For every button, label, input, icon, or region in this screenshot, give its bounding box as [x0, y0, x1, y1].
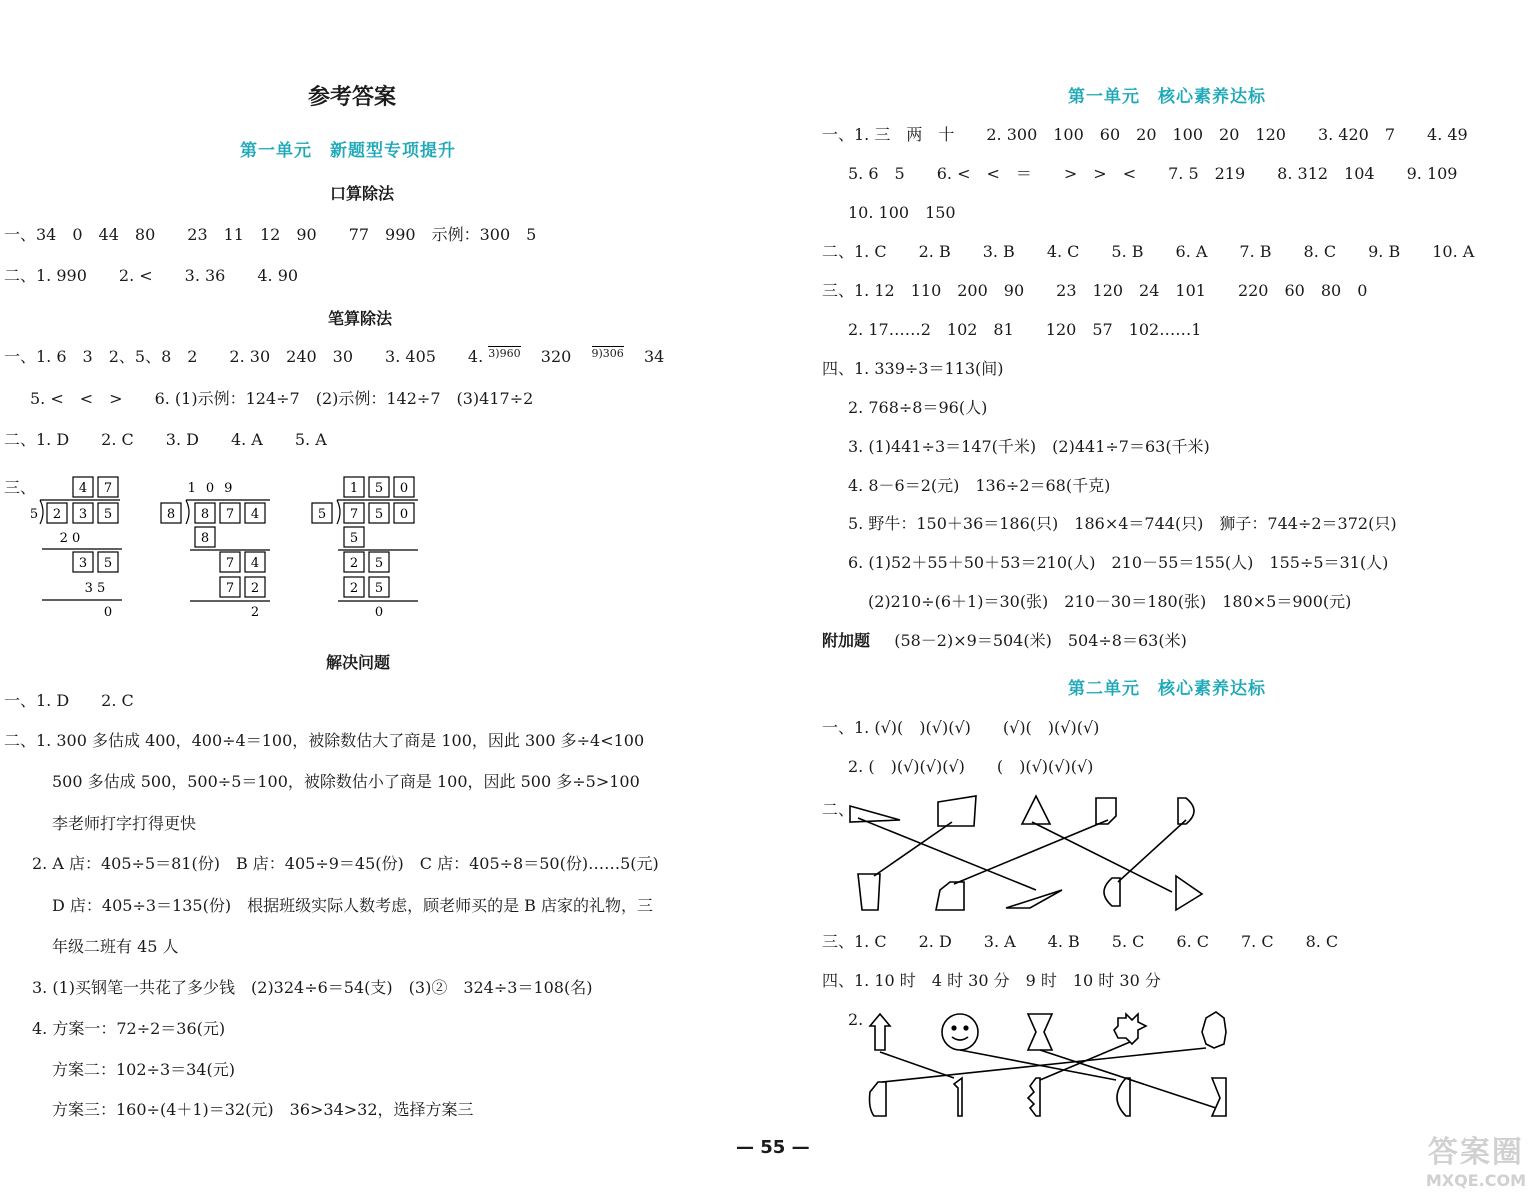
- quotient-digit: 1: [349, 481, 359, 496]
- unit-heading-1: 第一单元 新题型专项提升: [240, 141, 456, 161]
- solve-answer-9: 4. 方案一：72÷2＝36(元): [32, 1019, 226, 1038]
- dividend-digit: 8: [200, 507, 210, 522]
- unit2-answer-6-label: 2.: [848, 1010, 864, 1029]
- unit1-answer-11: 5. 野牛：150＋36＝186(只) 186×4＝744(只) 狮子：744÷2＝372(只): [848, 514, 1397, 533]
- subheading-problem-solving: 解决问题: [326, 653, 391, 672]
- bonus-label: 附加题: [822, 631, 871, 650]
- unit1-answer-12: 6. (1)52＋55＋50＋53＝210(人) 210－55＝155(人) 155÷5＝31(人): [848, 553, 1389, 572]
- subheading-written-division: 笔算除法: [328, 309, 393, 328]
- step-digit: 2: [349, 581, 359, 596]
- long-division-3: [312, 477, 418, 620]
- remainder-digit: 3: [78, 556, 88, 571]
- solve-answer-6: D 店：405÷3＝135(份) 根据班级实际人数考虑，顾老师买的是 B 店家的礼物，三: [52, 896, 653, 915]
- written-answer-1: [4, 347, 664, 369]
- unit1-answer-13: (2)210÷(6＋1)＝30(张) 210－30＝180(张) 180×5＝900(元): [868, 592, 1352, 611]
- quotient-digit: 5: [374, 481, 384, 496]
- written-answer-3: 二、1. D 2. C 3. D 4. A 5. A: [4, 430, 327, 449]
- quotient-digit: 7: [103, 481, 113, 496]
- unit1-answer-3: 10. 100 150: [848, 203, 956, 222]
- division-notation-1: 3)960: [488, 347, 521, 360]
- solve-answer-3: 500 多估成 500，500÷5＝100，被除数估小了商是 100，因此 500 多÷5>100: [52, 772, 640, 791]
- solve-answer-4: 李老师打字打得更快: [52, 814, 197, 833]
- remainder-digit: 2: [349, 556, 359, 571]
- unit2-answer-5: 四、1. 10 时 4 时 30 分 9 时 10 时 30 分: [822, 971, 1161, 990]
- step-product: 2 0: [59, 531, 81, 546]
- unit1-answer-5: 三、1. 12 110 200 90 23 120 24 101 220 60 80 0: [822, 281, 1368, 300]
- final-remainder: 0: [374, 605, 384, 620]
- written-answer-1-mid: 320: [540, 347, 572, 366]
- watermark-line-1: 答案圈: [1427, 1135, 1524, 1170]
- quotient: 109: [187, 481, 243, 496]
- bonus-answer: (58－2)×9＝504(米) 504÷8＝63(米): [894, 631, 1187, 650]
- dividend-digit: 7: [349, 507, 359, 522]
- step-digit: 2: [250, 581, 260, 596]
- solve-answer-5: 2. A 店：405÷5＝81(份) B 店：405÷9＝45(份) C 店：405÷8＝50(份)……5(元): [32, 854, 659, 873]
- oral-answer-1: 一、34 0 44 80 23 11 12 90 77 990 示例：300 5: [4, 225, 537, 244]
- page-number: — 55 —: [736, 1137, 810, 1158]
- step-product: 8: [200, 531, 210, 546]
- step-product: 5: [349, 531, 359, 546]
- quotient-digit: 0: [399, 481, 409, 496]
- unit1-answer-2: 5. 6 5 6. < < ＝ > > < 7. 5 219 8. 312 104 9. 109: [848, 164, 1458, 183]
- watermark-line-2: MXQE.COM: [1425, 1171, 1526, 1190]
- division-notation-2: 9)306: [591, 347, 624, 360]
- unit1-answer-8: 2. 768÷8＝96(人): [848, 398, 988, 417]
- unit-heading-2: 第一单元 核心素养达标: [1068, 87, 1266, 107]
- long-division-diagrams: [20, 470, 440, 620]
- unit1-answer-4: 二、1. C 2. B 3. B 4. C 5. B 6. A 7. B 8. C 9. B 10. A: [822, 242, 1475, 261]
- dividend-digit: 4: [250, 507, 260, 522]
- step-digit: 5: [374, 581, 384, 596]
- page-title: 参考答案: [308, 85, 397, 110]
- unit1-answer-10: 4. 8－6＝2(元) 136÷2＝68(千克): [848, 476, 1111, 495]
- remainder-digit: 4: [250, 556, 260, 571]
- subheading-oral-division: 口算除法: [330, 184, 395, 203]
- dividend-digit: 5: [374, 507, 384, 522]
- quotient-digit: 4: [78, 481, 88, 496]
- long-division-1: [30, 477, 122, 620]
- unit-heading-3: 第二单元 核心素养达标: [1068, 679, 1266, 699]
- remainder-digit: 5: [103, 556, 113, 571]
- solve-answer-1: 一、1. D 2. C: [4, 691, 134, 710]
- divisor: 5: [317, 507, 327, 522]
- written-answer-1-text: 一、1. 6 3 2、5、8 2 2. 30 240 30 3. 405 4.: [4, 347, 484, 366]
- watermark: [1426, 1127, 1526, 1190]
- dividend-digit: 0: [399, 507, 409, 522]
- solve-answer-2: 二、1. 300 多估成 400，400÷4＝100，被除数估大了商是 100，因此 300 多÷4<100: [4, 731, 645, 750]
- unit1-answer-1: 一、1. 三 两 十 2. 300 100 60 20 100 20 120 3. 420 7 4. 49: [822, 125, 1468, 144]
- unit2-answer-4: 三、1. C 2. D 3. A 4. B 5. C 6. C 7. C 8. C: [822, 932, 1339, 951]
- unit1-bonus: [822, 631, 1187, 651]
- solve-answer-7: 年级二班有 45 人: [52, 937, 179, 956]
- step-digit: 7: [225, 581, 235, 596]
- remainder-digit: 7: [225, 556, 235, 571]
- divisor: 8: [166, 507, 176, 522]
- written-answer-2: 5. < < > 6. (1)示例：124÷7 (2)示例：142÷7 (3)417÷2: [30, 389, 534, 408]
- unit1-answer-7: 四、1. 339÷3＝113(间): [822, 359, 1004, 378]
- long-division-2: [161, 481, 270, 620]
- final-remainder: 2: [250, 605, 260, 620]
- dividend-digit: 7: [225, 507, 235, 522]
- dividend-digit: 2: [52, 507, 62, 522]
- step-product: 3 5: [84, 581, 106, 596]
- dividend-digit: 3: [78, 507, 88, 522]
- solve-answer-10: 方案二：102÷3＝34(元): [52, 1060, 235, 1079]
- written-answer-1-end: 34: [644, 347, 665, 366]
- solve-answer-8: 3. (1)买钢笔一共花了多少钱 (2)324÷6＝54(支) (3)② 324÷3＝108(名): [32, 978, 593, 997]
- final-remainder: 0: [103, 605, 113, 620]
- solve-answer-11: 方案三：160÷(4＋1)＝32(元) 36>34>32，选择方案三: [52, 1100, 474, 1119]
- unit2-answer-1: 一、1. (√)( )(√)(√) (√)( )(√)(√): [822, 718, 1100, 737]
- unit2-answer-3-label: 二、: [822, 800, 855, 819]
- remainder-digit: 5: [374, 556, 384, 571]
- shape-matching-diagram-1: [840, 790, 1220, 920]
- oral-answer-2: 二、1. 990 2. < 3. 36 4. 90: [4, 266, 299, 285]
- unit2-answer-2: 2. ( )(√)(√)(√) ( )(√)(√)(√): [848, 757, 1094, 776]
- shape-matching-diagram-2: [860, 1008, 1240, 1123]
- dividend-digit: 5: [103, 507, 113, 522]
- divisor: 5: [29, 507, 39, 522]
- written-answer-4-label: 三、: [4, 478, 37, 497]
- unit1-answer-6: 2. 17……2 102 81 120 57 102……1: [848, 320, 1202, 339]
- unit1-answer-9: 3. (1)441÷3＝147(千米) (2)441÷7＝63(千米): [848, 437, 1210, 456]
